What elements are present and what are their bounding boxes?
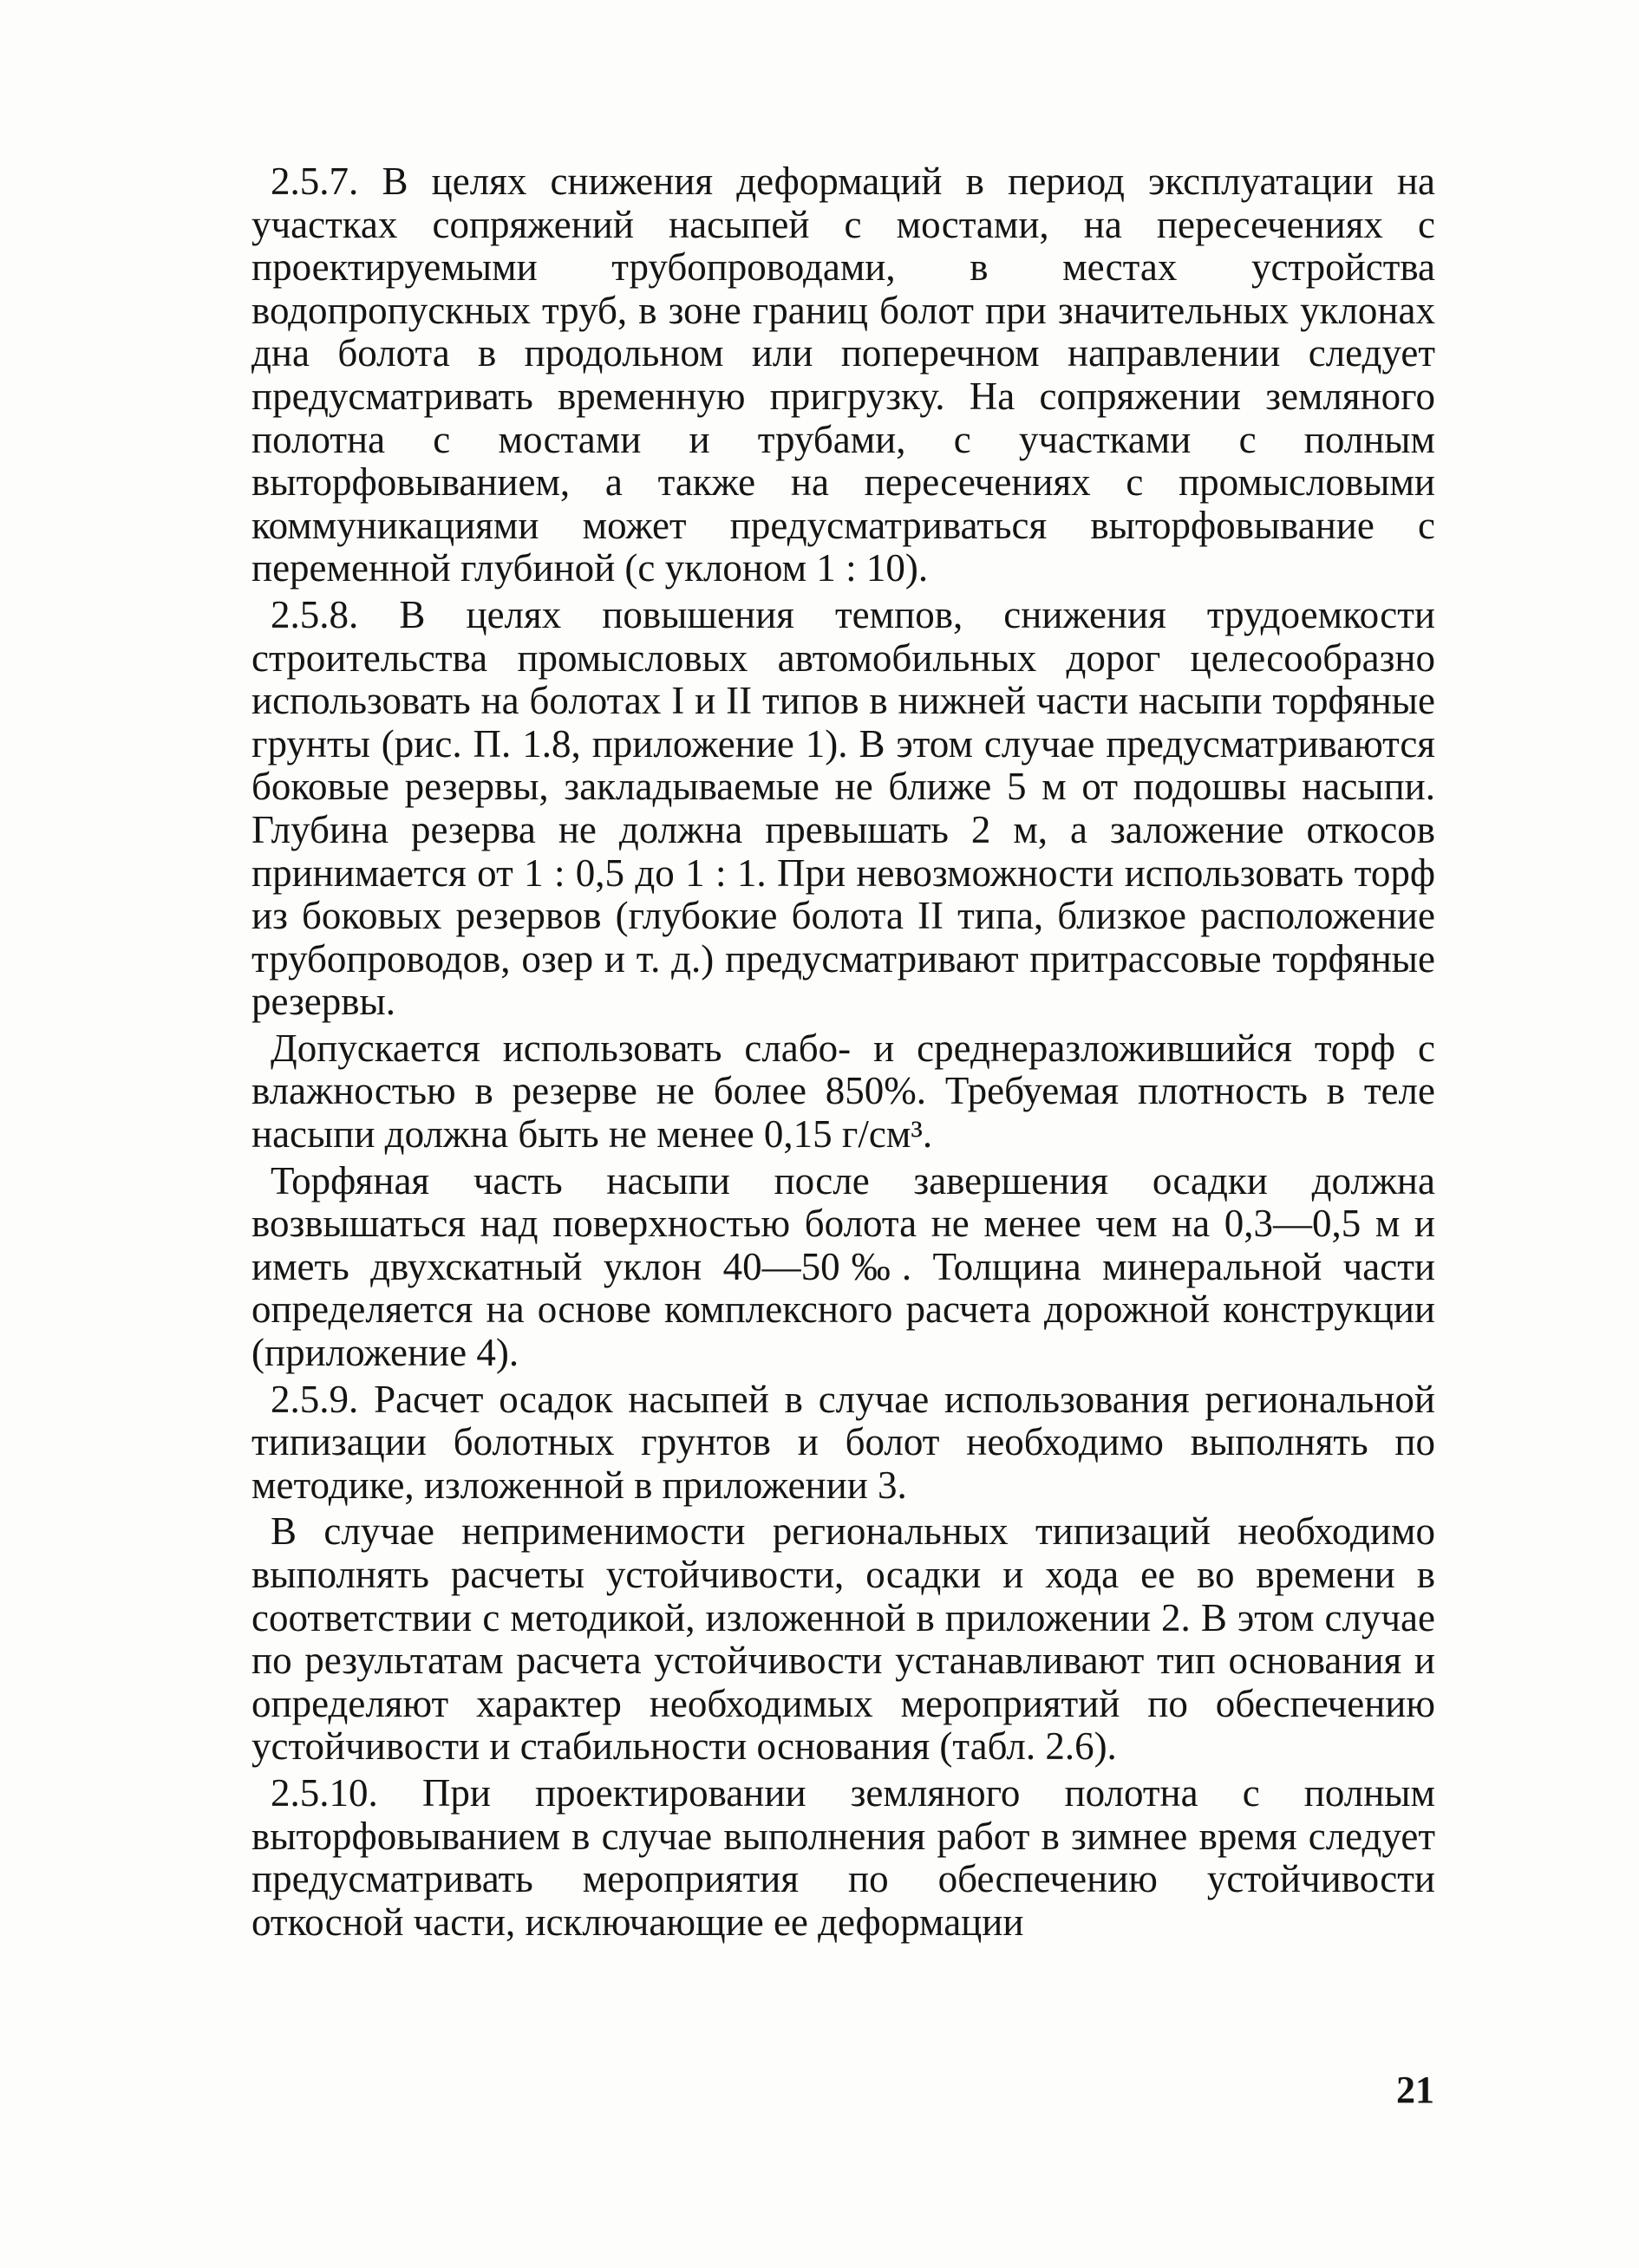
body-text bbox=[251, 160, 1435, 1947]
page-number: 21 bbox=[1396, 2069, 1434, 2111]
paragraph-2-5-10: 2.5.10. При проектировании земляного полотна с полным выторфовыванием в случае выполнения работ в зимнее время следует предусматривать мероприятия по обеспечению устойчивости откосной части, исключающие ее деформации bbox=[251, 1770, 1435, 1944]
paragraph-peat-part: Торфяная часть насыпи после завершения осадки должна возвышаться над поверхностью болота не менее чем на 0,3—0,5 м и иметь двухскатный уклон 40—50‰. Толщина минеральной части определяется на основе комплексного расчета дорожной конструкции (приложение 4). bbox=[251, 1158, 1435, 1375]
paragraph-2-5-9: 2.5.9. Расчет осадок насыпей в случае использования региональной типизации болотных грунтов и болот необходимо выполнять по методике, изложенной в приложении 3. bbox=[251, 1377, 1435, 1507]
paragraph-peat-moisture: Допускается использовать слабо- и среднеразложившийся торф с влажностью в резерве не более 850%. Требуемая плотность в теле насыпи должна быть не менее 0,15 г/см³. bbox=[251, 1026, 1435, 1157]
paragraph-non-applicable: В случае неприменимости региональных типизаций необходимо выполнять расчеты устойчивости, осадки и хода ее во времени в соответствии с методикой, изложенной в приложении 2. В этом случае по результатам расчета устойчивости устанавливают тип основания и определяют характер необходимых мероприятий по обеспечению устойчивости и стабильности основания (табл. 2.6). bbox=[251, 1509, 1435, 1769]
paragraph-2-5-7: 2.5.7. В целях снижения деформаций в период эксплуатации на участках сопряжений насыпей с мостами, на пересечениях с проектируемыми трубопроводами, в местах устройства водопропускных труб, в зоне границ болот при значительных уклонах дна болота в продольном или поперечном направлении следует предусматривать временную пригрузку. На сопряжении земляного полотна с мостами и трубами, с участками с полным выторфовыванием, а также на пересечениях с промысловыми коммуникациями может предусматриваться выторфовывание с переменной глубиной (с уклоном 1 : 10). bbox=[251, 160, 1435, 590]
paragraph-2-5-8: 2.5.8. В целях повышения темпов, снижения трудоемкости строительства промысловых автомобильных дорог целесообразно использовать на болотах I и II типов в нижней части насыпи торфяные грунты (рис. П. 1.8, приложение 1). В этом случае предусматриваются боковые резервы, закладываемые не ближе 5 м от подошвы насыпи. Глубина резерва не должна превышать 2 м, а заложение откосов принимается от 1 : 0,5 до 1 : 1. При невозможности использовать торф из боковых резервов (глубокие болота II типа, близкое расположение трубопроводов, озер и т. д.) предусматривают притрассовые торфяные резервы. bbox=[251, 592, 1435, 1024]
